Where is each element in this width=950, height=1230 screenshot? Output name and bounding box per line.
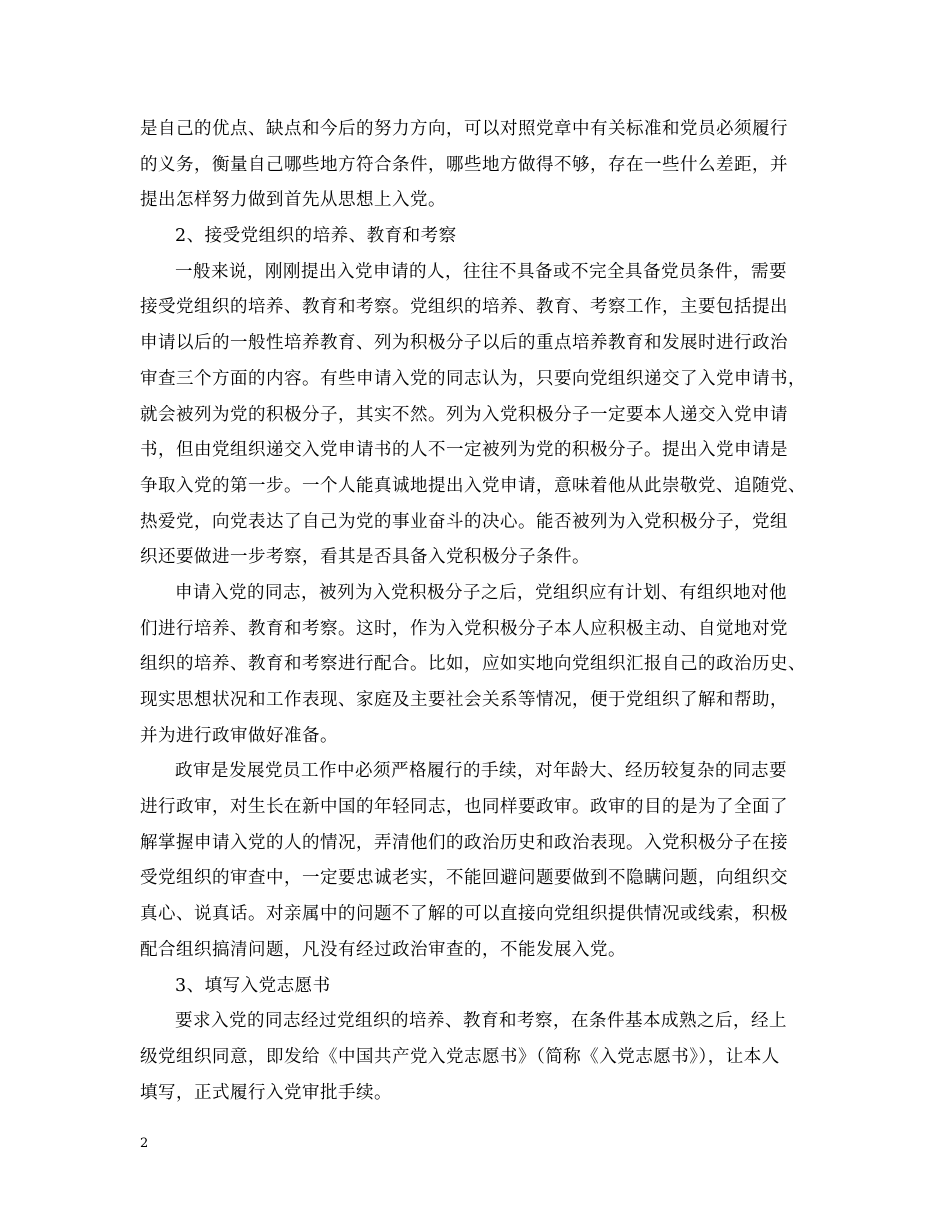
page-number: 2 xyxy=(140,1136,149,1151)
text-line: 就会被列为党的积极分子，其实不然。列为入党积极分子一定要本人递交入党申请 xyxy=(140,404,788,425)
text-line: 3、填写入党志愿书 xyxy=(175,975,331,996)
text-line: 解掌握申请入党的人的情况，弄清他们的政治历史和政治表现。入党积极分子在接 xyxy=(140,832,788,853)
text-line: 申请以后的一般性培养教育、列为积极分子以后的重点培养教育和发展时进行政治 xyxy=(140,333,788,354)
text-line: 提出怎样努力做到首先从思想上入党。 xyxy=(140,190,446,211)
text-line: 进行政审，对生长在新中国的年轻同志，也同样要政审。政审的目的是为了全面了 xyxy=(140,797,788,818)
text-line: 接受党组织的培养、教育和考察。党组织的培养、教育、考察工作，主要包括提出 xyxy=(140,297,788,318)
text-line: 政审是发展党员工作中必须严格履行的手续，对年龄大、经历较复杂的同志要 xyxy=(175,761,787,782)
document-body xyxy=(140,112,820,1111)
text-line: 组织的培养、教育和考察进行配合。比如，应如实地向党组织汇报自己的政治历史、 xyxy=(140,654,806,675)
text-line: 书，但由党组织递交入党申请书的人不一定被列为党的积极分子。提出入党申请是 xyxy=(140,440,788,461)
text-line: 争取入党的第一步。一个人能真诚地提出入党申请，意味着他从此崇敬党、追随党、 xyxy=(140,475,806,496)
text-line: 审查三个方面的内容。有些申请入党的同志认为，只要向党组织递交了入党申请书， xyxy=(140,368,806,389)
text-line: 申请入党的同志，被列为入党积极分子之后，党组织应有计划、有组织地对他 xyxy=(175,582,787,603)
text-line: 热爱党，向党表达了自己为党的事业奋斗的决心。能否被列为入党积极分子，党组 xyxy=(140,511,788,532)
text-line: 2、接受党组织的培养、教育和考察 xyxy=(175,226,457,247)
text-line: 填写，正式履行入党审批手续。 xyxy=(140,1082,392,1103)
text-line: 现实思想状况和工作表现、家庭及主要社会关系等情况，便于党组织了解和帮助， xyxy=(140,690,788,710)
text-line: 织还要做进一步考察，看其是否具备入党积极分子条件。 xyxy=(140,547,590,568)
text-line: 是自己的优点、缺点和今后的努力方向，可以对照党章中有关标准和党员必须履行 xyxy=(140,119,788,139)
text-line: 要求入党的同志经过党组织的培养、教育和考察，在条件基本成熟之后，经上 xyxy=(175,1011,787,1032)
text-line: 一般来说，刚刚提出入党申请的人，往往不具备或不完全具备党员条件，需要 xyxy=(175,261,787,282)
text-line: 的义务，衡量自己哪些地方符合条件，哪些地方做得不够，存在一些什么差距，并 xyxy=(140,154,788,175)
text-line: 真心、说真话。对亲属中的问题不了解的可以直接向党组织提供情况或线索，积极 xyxy=(140,904,788,925)
text-line: 级党组织同意，即发给《中国共产党入党志愿书》（简称《入党志愿书》），让本人 xyxy=(140,1046,780,1067)
text-line: 并为进行政审做好准备。 xyxy=(140,725,338,746)
text-line: 们进行培养、教育和考察。这时，作为入党积极分子本人应积极主动、自觉地对党 xyxy=(140,618,788,639)
text-line: 配合组织搞清问题，凡没有经过政治审查的，不能发展入党。 xyxy=(140,939,626,960)
text-line: 受党组织的审查中，一定要忠诚老实，不能回避问题要做到不隐瞒问题，向组织交 xyxy=(140,868,788,889)
